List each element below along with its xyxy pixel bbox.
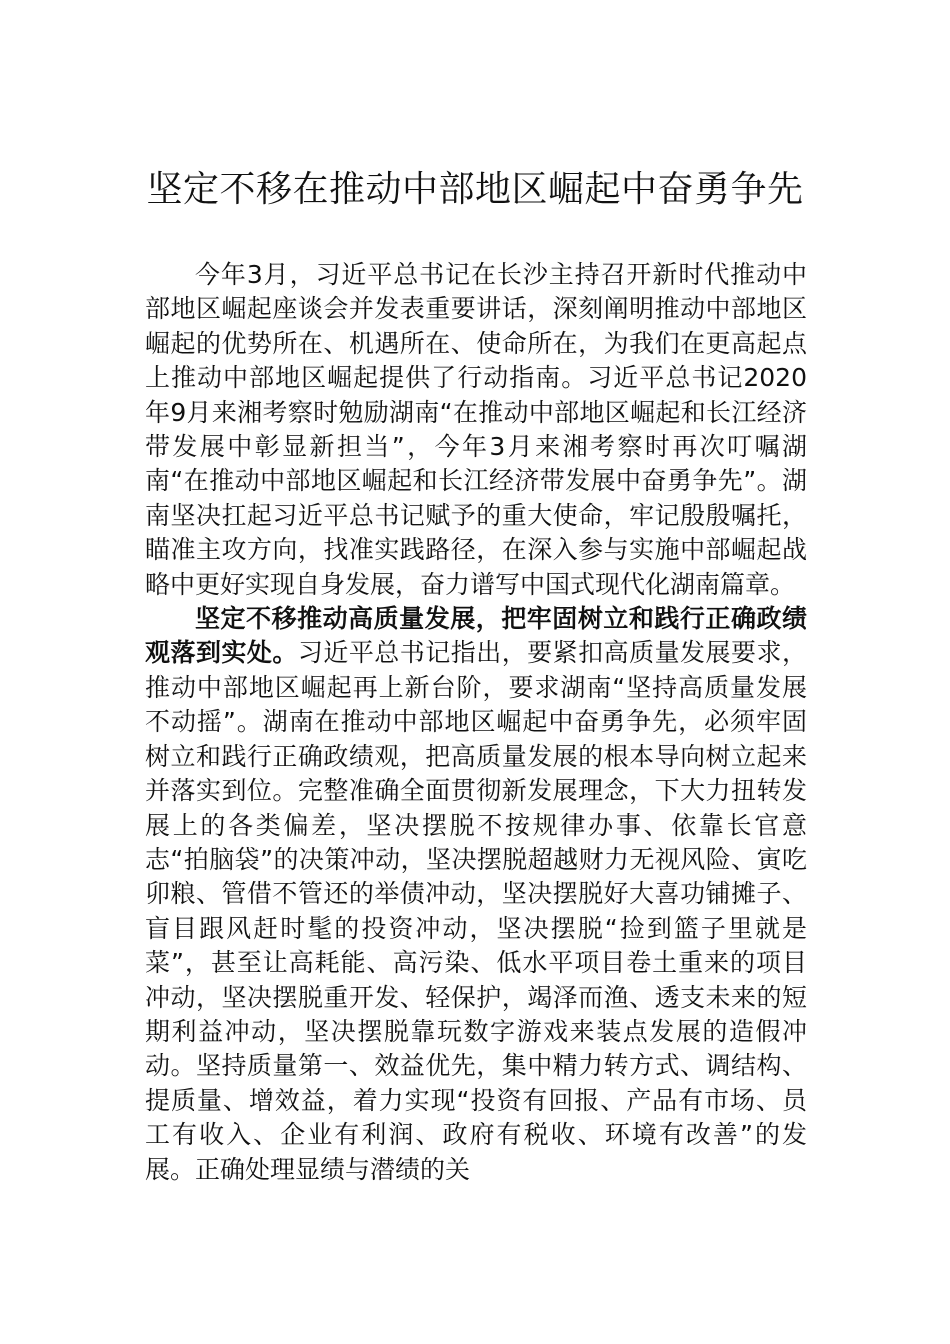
paragraph-high-quality-development bbox=[145, 602, 807, 1187]
paragraph-body-text: 习近平总书记指出，要紧扣高质量发展要求，推动中部地区崛起再上新台阶，要求湖南“坚持高质量发展不动摇”。湖南在推动中部地区崛起中奋勇争先，必须牢固树立和践行正确政绩观，把高质量发展的根本导向树立起来并落实到位。完整准确全面贯彻新发展理念，下大力扭转发展上的各类偏差，坚决摆脱不按规律办事、依靠长官意志“拍脑袋”的决策冲动，坚决摆脱超越财力无视风险、寅吃卯粮、管借不管还的举债冲动，坚决摆脱好大喜功铺摊子、盲目跟风赶时髦的投资冲动，坚决摆脱“捡到篮子里就是菜”，甚至让高耗能、高污染、低水平项目卷土重来的项目冲动，坚决摆脱重开发、轻保护，竭泽而渔、透支未来的短期利益冲动，坚决摆脱靠玩数字游戏来装点发展的造假冲动。坚持质量第一、效益优先，集中精力转方式、调结构、提质量、增效益，着力实现“投资有回报、产品有市场、员工有收入、企业有利润、政府有税收、环境有改善”的发展。正确处理显绩与潜绩的关 bbox=[145, 638, 807, 1184]
paragraph-lead-heading: 坚定不移推动高质量发展，把牢固树立和践行正确政绩观落到实处。 bbox=[145, 604, 807, 668]
document-title: 坚定不移在推动中部地区崛起中奋勇争先 bbox=[146, 169, 804, 210]
paragraph-intro-text: 今年3月，习近平总书记在长沙主持召开新时代推动中部地区崛起座谈会并发表重要讲话，深刻阐明推动中部地区崛起的优势所在、机遇所在、使命所在，为我们在更高起点上推动中部地区崛起提供了行动指南。习近平总书记2020年9月来湘考察时勉励湖南“在推动中部地区崛起和长江经济带发展中彰显新担当”，今年3月来湘考察时再次叮嘱湖南“在推动中部地区崛起和长江经济带发展中奋勇争先”。湖南坚决扛起习近平总书记赋予的重大使命，牢记殷殷嘱托，瞄准主攻方向，找准实践路径，在深入参与实施中部崛起战略中更好实现自身发展，奋力谱写中国式现代化湖南篇章。 bbox=[145, 260, 807, 599]
document-body bbox=[145, 258, 807, 1187]
paragraph-intro bbox=[145, 258, 807, 602]
